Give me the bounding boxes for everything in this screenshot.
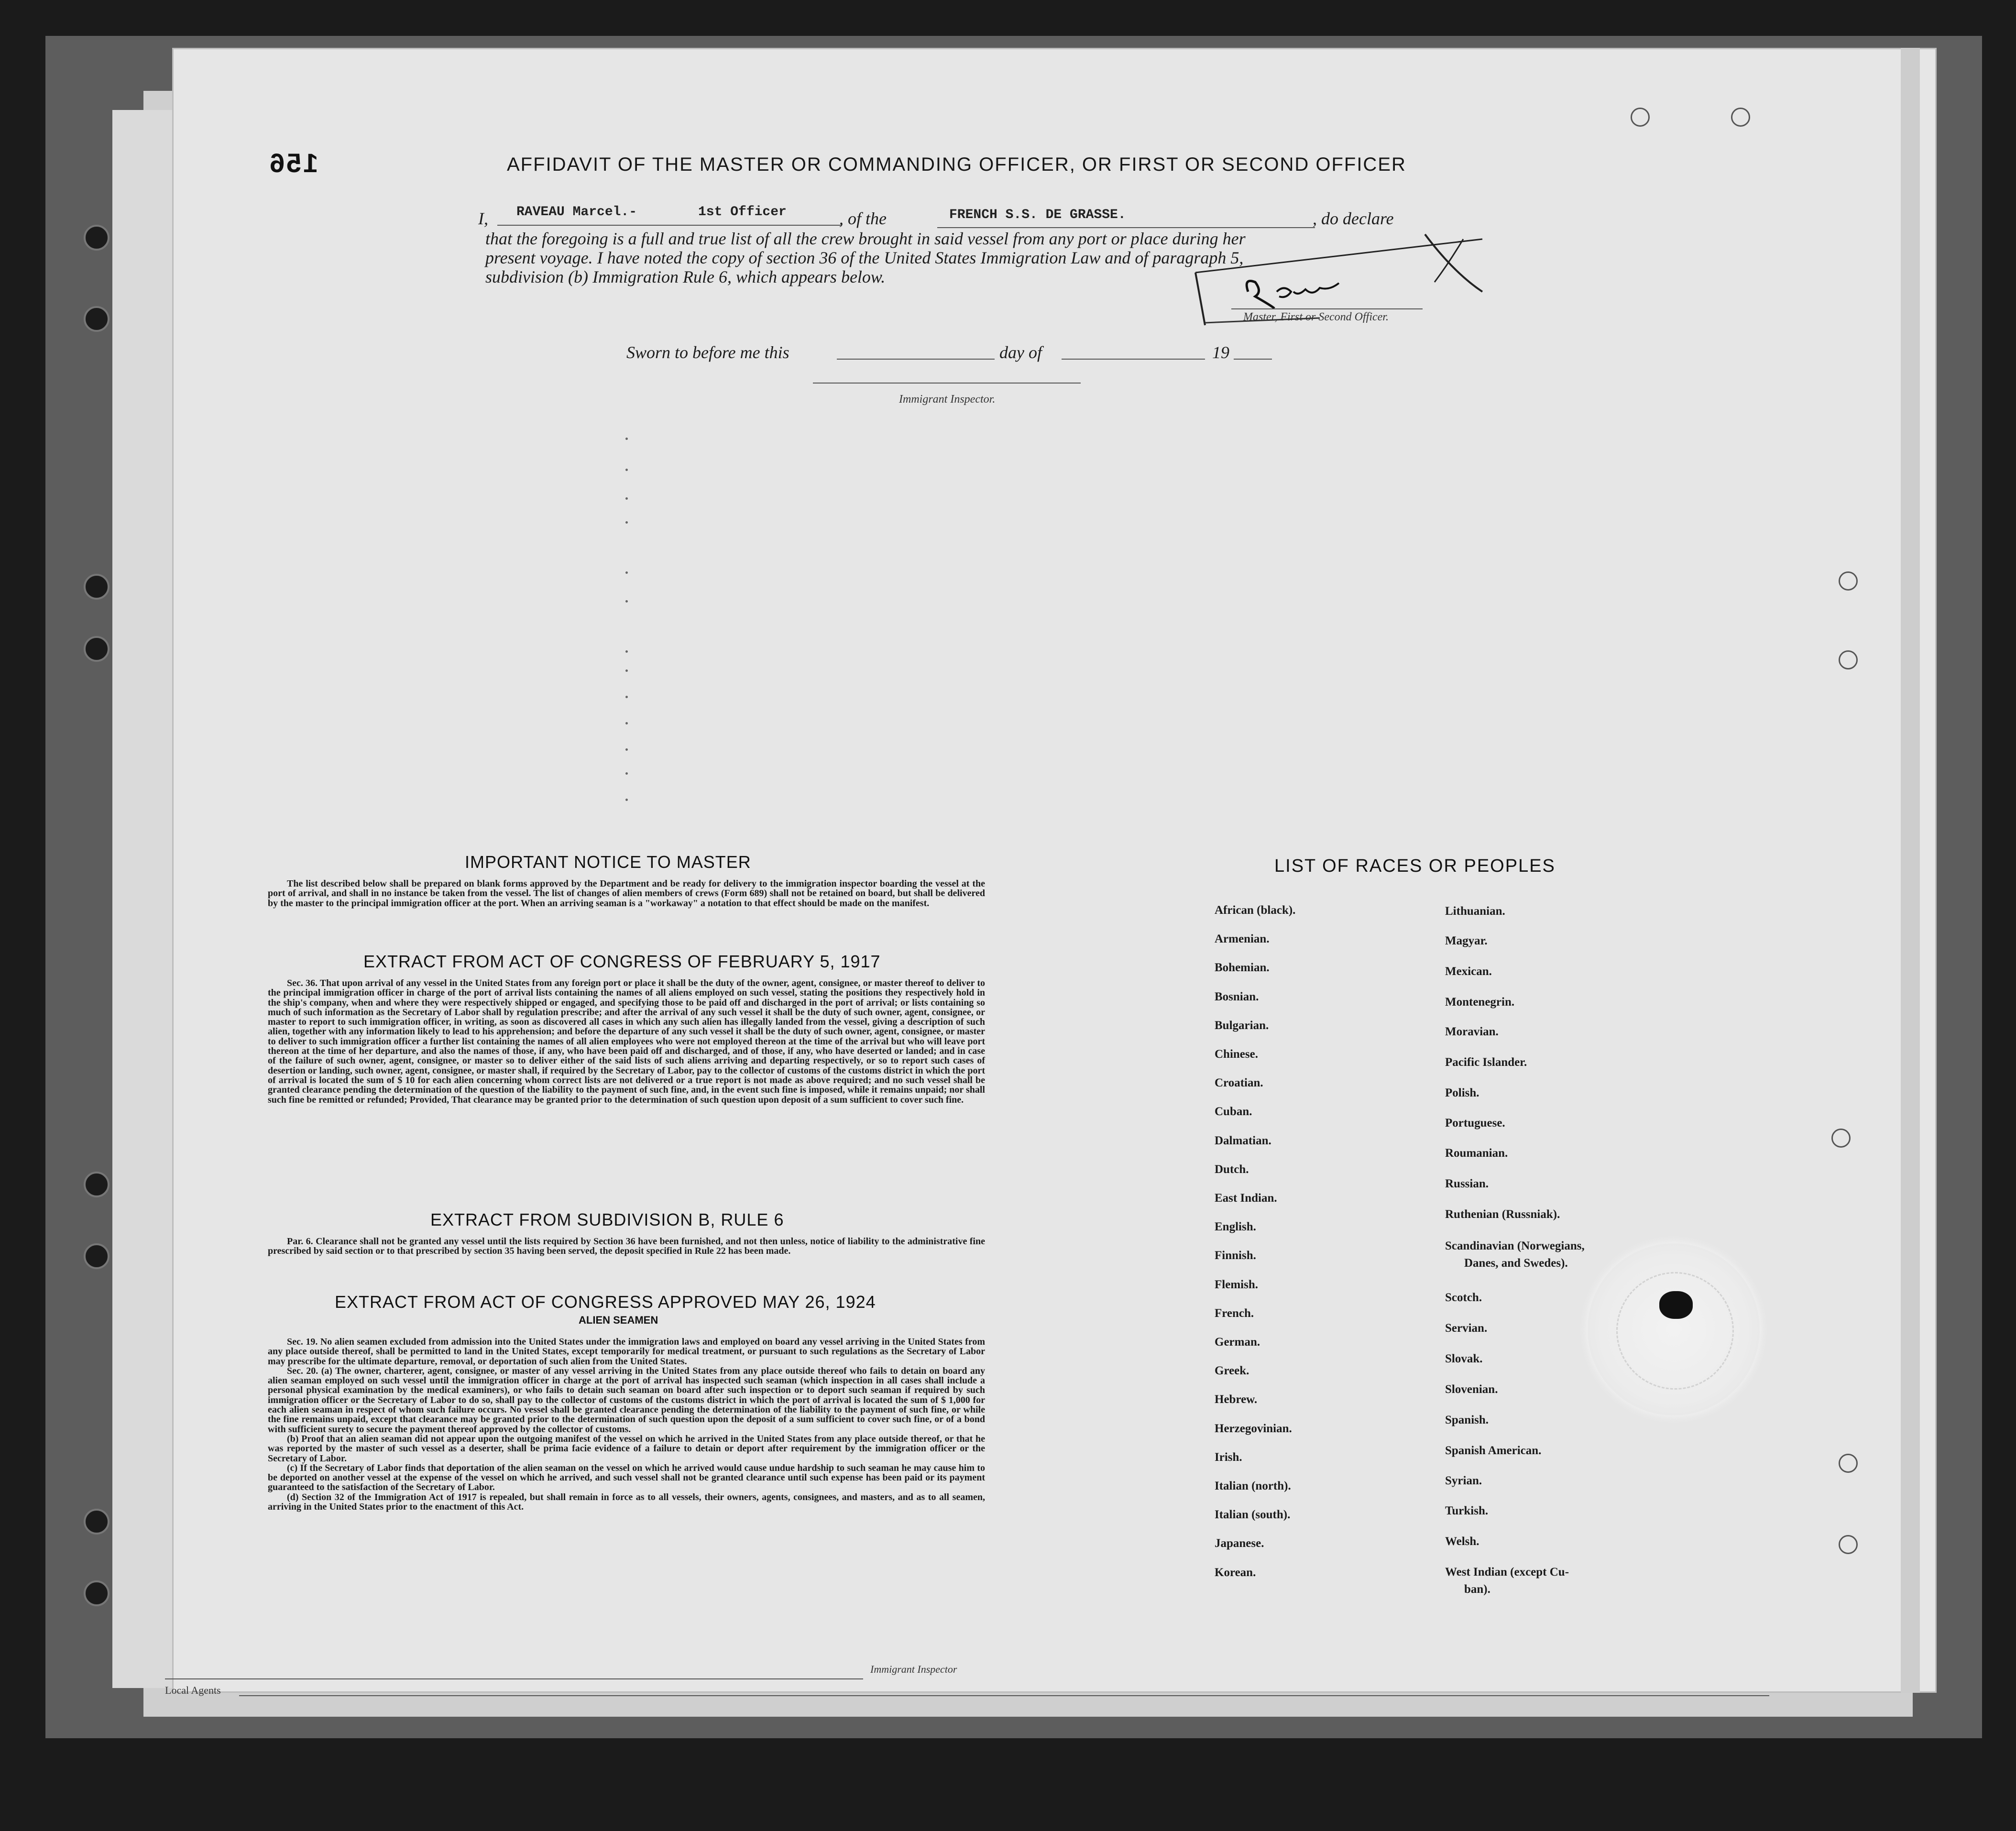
dot-mark [625,799,628,801]
race-item: Italian (south). [1215,1508,1291,1522]
affidavit-line-3: present voyage. I have noted the copy of section 36 of the United States Immigration Law and of paragraph 5, [485,248,1244,267]
race-item: Japanese. [1215,1537,1264,1550]
name-rule [497,225,842,226]
officer-name: RAVEAU Marcel.- [516,205,637,219]
punch-hole [1839,1454,1858,1473]
race-item: Ruthenian (Russniak). [1445,1208,1560,1221]
affidavit-line-4: subdivision (b) Immigration Rule 6, which appears below. [485,267,886,286]
seal-ring [1616,1272,1734,1390]
ink-blot [1659,1291,1693,1319]
dot-mark [625,650,628,653]
punch-hole [1839,571,1858,591]
signature-rule [1231,308,1423,309]
dot-mark [625,669,628,672]
extract-1924-text [268,1337,985,1512]
race-item: African (black). [1215,904,1296,917]
dot-mark [625,600,628,603]
affidavit-title: AFFIDAVIT OF THE MASTER OR COMMANDING OFFICER, OR FIRST OR SECOND OFFICER [507,154,1406,175]
day-of-label: day of [999,343,1042,362]
race-item: French. [1215,1306,1254,1320]
footer-local-agents: Local Agents [165,1684,221,1696]
footer-agents-rule [239,1695,1769,1696]
extract-1917-text [268,978,985,1105]
race-item: Italian (north). [1215,1480,1291,1492]
footer-inspector-label: Immigrant Inspector [870,1663,957,1675]
notice-text [268,879,985,908]
punch-hole [84,306,110,332]
dot-mark [625,748,628,751]
race-item: Syrian. [1445,1474,1482,1487]
race-item: Servian. [1445,1322,1488,1335]
signature-caption: Master, First or Second Officer. [1243,311,1389,323]
inspector-caption: Immigrant Inspector. [899,393,996,406]
race-item: Bohemian. [1215,961,1270,975]
extract-1924-paragraph: Sec. 20. (a) The owner, charterer, agent, consignee, or master of any vessel arriving in the United States from any place outside thereof who fails to detain on board any alien seaman employed on such vessel until the immigration officer in charge at the port of arrival has inspected such seaman (which inspection in all cases shall include a personal physical examination by the medical examiners), or who fails to detain such seaman on board after such inspection or to deport such seaman if required by such immigration officer or the Secretary of Labor to do so, shall pay to the collector of customs of the customs district in which the port of arrival is located the sum of $ 1,000 for each alien seaman in respect of whom such failure occurs. No vessel shall be granted clearance pending the determination of the liability to the payment of such fine, or while the fine remains unpaid, except that clearance may be granted prior to the determination of such question upon the deposit of a sum sufficient to cover such fine, or of a bond with sufficient surety to secure the payment thereof approved by the collector of customs. [268,1365,985,1435]
do-declare-label: , do declare [1313,209,1394,228]
race-item: Bosnian. [1215,990,1259,1003]
race-item: Turkish. [1445,1504,1489,1517]
race-item: Montenegrin. [1445,996,1515,1009]
punch-hole [84,574,110,600]
year-prefix: 19 [1212,343,1229,362]
extract-1924-title: EXTRACT FROM ACT OF CONGRESS APPROVED MAY 26, 1924 [335,1292,876,1312]
dot-mark [625,521,628,524]
race-item: East Indian. [1215,1192,1277,1205]
race-item: Flemish. [1215,1278,1258,1291]
race-item: Danes, and Swedes). [1464,1257,1568,1270]
dot-mark [625,438,628,440]
race-item: Croatian. [1215,1076,1263,1090]
dot-mark [625,772,628,775]
race-item: Scandinavian (Norwegians, [1445,1239,1585,1252]
dot-mark [625,571,628,574]
punch-hole [1731,108,1750,127]
races-title: LIST OF RACES OR PEOPLES [1274,856,1556,876]
race-item: Armenian. [1215,932,1270,946]
punch-hole [1631,108,1650,127]
page-number: 156 [268,148,318,178]
sworn-month-rule [1062,359,1205,360]
notice-paragraph: The list described below shall be prepared on blank forms approved by the Department and be ready for delivery to the immigration inspector boarding the vessel at the port of arrival, and shall in no instance be taken from the vessel. The list of changes of alien members of crews (Form 689) shall not be retained on board, but shall be delivered by the master to the principal immigration officer at the port. When an arriving seaman is a "workaway" a notation to that effect should be made on the manifest. [268,878,985,909]
notice-title: IMPORTANT NOTICE TO MASTER [465,852,751,872]
race-item: Polish. [1445,1086,1479,1099]
affidavit-line-2: that the foregoing is a full and true list of all the crew brought in said vessel from any port or place during her [485,229,1246,248]
dot-mark [625,722,628,724]
race-item: Lithuanian. [1445,905,1505,918]
race-item: ban). [1464,1583,1490,1596]
race-item: Dalmatian. [1215,1134,1271,1147]
race-item: Finnish. [1215,1249,1256,1262]
race-item: Greek. [1215,1364,1249,1378]
extract-1924-subtitle: ALIEN SEAMEN [579,1314,658,1326]
race-item: Slovenian. [1445,1383,1498,1396]
extract-1924-paragraph: (d) Section 32 of the Immigration Act of 1917 is repealed, but shall remain in force as to all vessels, their owners, agents, consignees, and masters, and as to all seamen, arriving in the United States prior to the enactment of this Act. [268,1491,985,1513]
punch-hole [1839,1535,1858,1554]
race-item: Herzegovinian. [1215,1422,1292,1435]
punch-hole [1839,650,1858,669]
race-item: Roumanian. [1445,1147,1508,1160]
race-item: Cuban. [1215,1105,1252,1118]
extract-1924-paragraph: (c) If the Secretary of Labor finds that deportation of the alien seaman on the vessel on which he arrived would cause undue hardship to such seaman he may cause him to be deported on another vessel at the expense of the vessel on which he arrived, and such vessel shall not be granted clearance until such expense has been paid or its payment guaranteed to the satisfaction of the Secretary of Labor. [268,1462,985,1493]
race-item: Russian. [1445,1177,1489,1190]
extract-rule6-text [268,1237,985,1256]
punch-hole [1831,1129,1851,1148]
punch-hole [84,636,110,662]
race-item: English. [1215,1220,1256,1234]
race-item: Dutch. [1215,1162,1249,1176]
underlying-sheet-edge [112,110,179,1688]
extract-rule6-paragraph: Par. 6. Clearance shall not be granted any vessel until the lists required by Section 36 have been furnished, and not then unless, notice of liability to the administrative fine prescribed by said section or to that prescribed by section 35 having been served, the deposit specified in Rule 22 has been made. [268,1236,985,1257]
extract-1924-paragraph: Sec. 19. No alien seamen excluded from admission into the United States under the immigration laws and employed on board any vessel arriving in the United States from any place outside thereof, shall be permitted to land in the United States, except temporarily for medical treatment, or pursuant to such regulations as the Secretary of Labor may prescribe for the ultimate departure, removal, or deportation of such alien from the United States. [268,1337,985,1367]
punch-hole [84,1243,110,1269]
year-rule [1234,359,1272,360]
sworn-prefix: Sworn to before me this [626,343,789,362]
race-item: German. [1215,1336,1260,1349]
race-item: Spanish. [1445,1414,1489,1426]
race-item: Slovak. [1445,1352,1483,1365]
dot-mark [625,696,628,698]
race-item: Bulgarian. [1215,1019,1269,1032]
race-item: West Indian (except Cu- [1445,1566,1569,1579]
punch-hole [84,1172,110,1197]
race-item: Magyar. [1445,934,1488,947]
vessel-name: FRENCH S.S. DE GRASSE. [949,208,1126,222]
race-item: Welsh. [1445,1535,1479,1548]
race-item: Korean. [1215,1566,1256,1579]
sworn-day-rule [837,359,995,360]
of-the-label: , of the [839,209,887,228]
race-item: Scotch. [1445,1291,1482,1304]
punch-hole [84,1509,110,1535]
dot-mark [625,497,628,500]
extract-rule6-title: EXTRACT FROM SUBDIVISION B, RULE 6 [430,1210,784,1229]
race-item: Hebrew. [1215,1393,1258,1406]
dot-mark [625,469,628,471]
extract-1917-title: EXTRACT FROM ACT OF CONGRESS OF FEBRUARY 5, 1917 [363,952,881,971]
race-item: Chinese. [1215,1048,1258,1061]
footer-rule [165,1678,863,1679]
officer-rank: 1st Officer [698,205,787,219]
affidavit-prefix: I, [478,209,488,228]
race-item: Spanish American. [1445,1444,1542,1457]
race-item: Mexican. [1445,965,1492,978]
punch-hole [84,1580,110,1606]
extract-1917-paragraph: Sec. 36. That upon arrival of any vessel in the United States from any foreign port or place it shall be the duty of the owner, agent, consignee, or master thereof to deliver to the principal immigration officer in charge of the port of arrival lists containing the names of all aliens employed on such vessel, stating the positions they respectively hold in the ship's company, when and where they were respectively shipped or engaged, and specifying those to be paid off and discharged in the port of arrival; or lists containing so much of such information as the Secretary of Labor shall by regulation prescribe; and after the arrival of any such vessel it shall be the duty of such owner, agent, consignee, or master to report to such immigration officer, in writing, as soon as discovered all cases in which any such alien has illegally landed from the vessel, giving a description of such alien, together with any information likely to lead to his apprehension; and before the departure of any such vessel it shall be the duty of such owner, agent, consignee, or master to deliver to such immigration officer a further list containing the names of all alien employees who were not employed thereon at the time of the arrival but who will leave port thereon at the time of her departure, and also the names of those, if any, who have been paid off and discharged, and of those, if any, who have deserted or landed; and in case of the failure of such owner, agent, consignee, or master so to deliver either of the said lists of such aliens arriving and departing respectively, or so to report such cases of desertion or landing, such owner, agent, consignee, or master shall, if required by the Secretary of Labor, pay to the collector of customs of the customs district in which the port of arrival is located the sum of $ 10 for each alien concerning whom correct lists are not delivered or a true report is not made as above required; and no such vessel shall be granted clearance pending the determination of the question of the liability to the payment of such fine, and, in the event such fine is imposed, while it remains unpaid; nor shall such fine be remitted or refunded; Provided, That clearance may be granted prior to the determination of such question upon deposit of a sum sufficient to cover such fine. [268,978,985,1105]
race-item: Moravian. [1445,1025,1499,1038]
race-item: Portuguese. [1445,1117,1505,1129]
punch-hole [84,225,110,251]
inspector-rule [813,383,1081,384]
race-item: Irish. [1215,1450,1242,1464]
sheet-right-edge [1901,48,1920,1693]
extract-1924-paragraph: (b) Proof that an alien seaman did not appear upon the outgoing manifest of the vessel on which he arrived in the United States from any place outside thereof, or that he was reported by the master of such vessel as a deserter, shall be prima facie evidence of a failure to detain or deport after requirement by the immigration officer or the Secretary of Labor. [268,1433,985,1464]
race-item: Pacific Islander. [1445,1056,1527,1069]
